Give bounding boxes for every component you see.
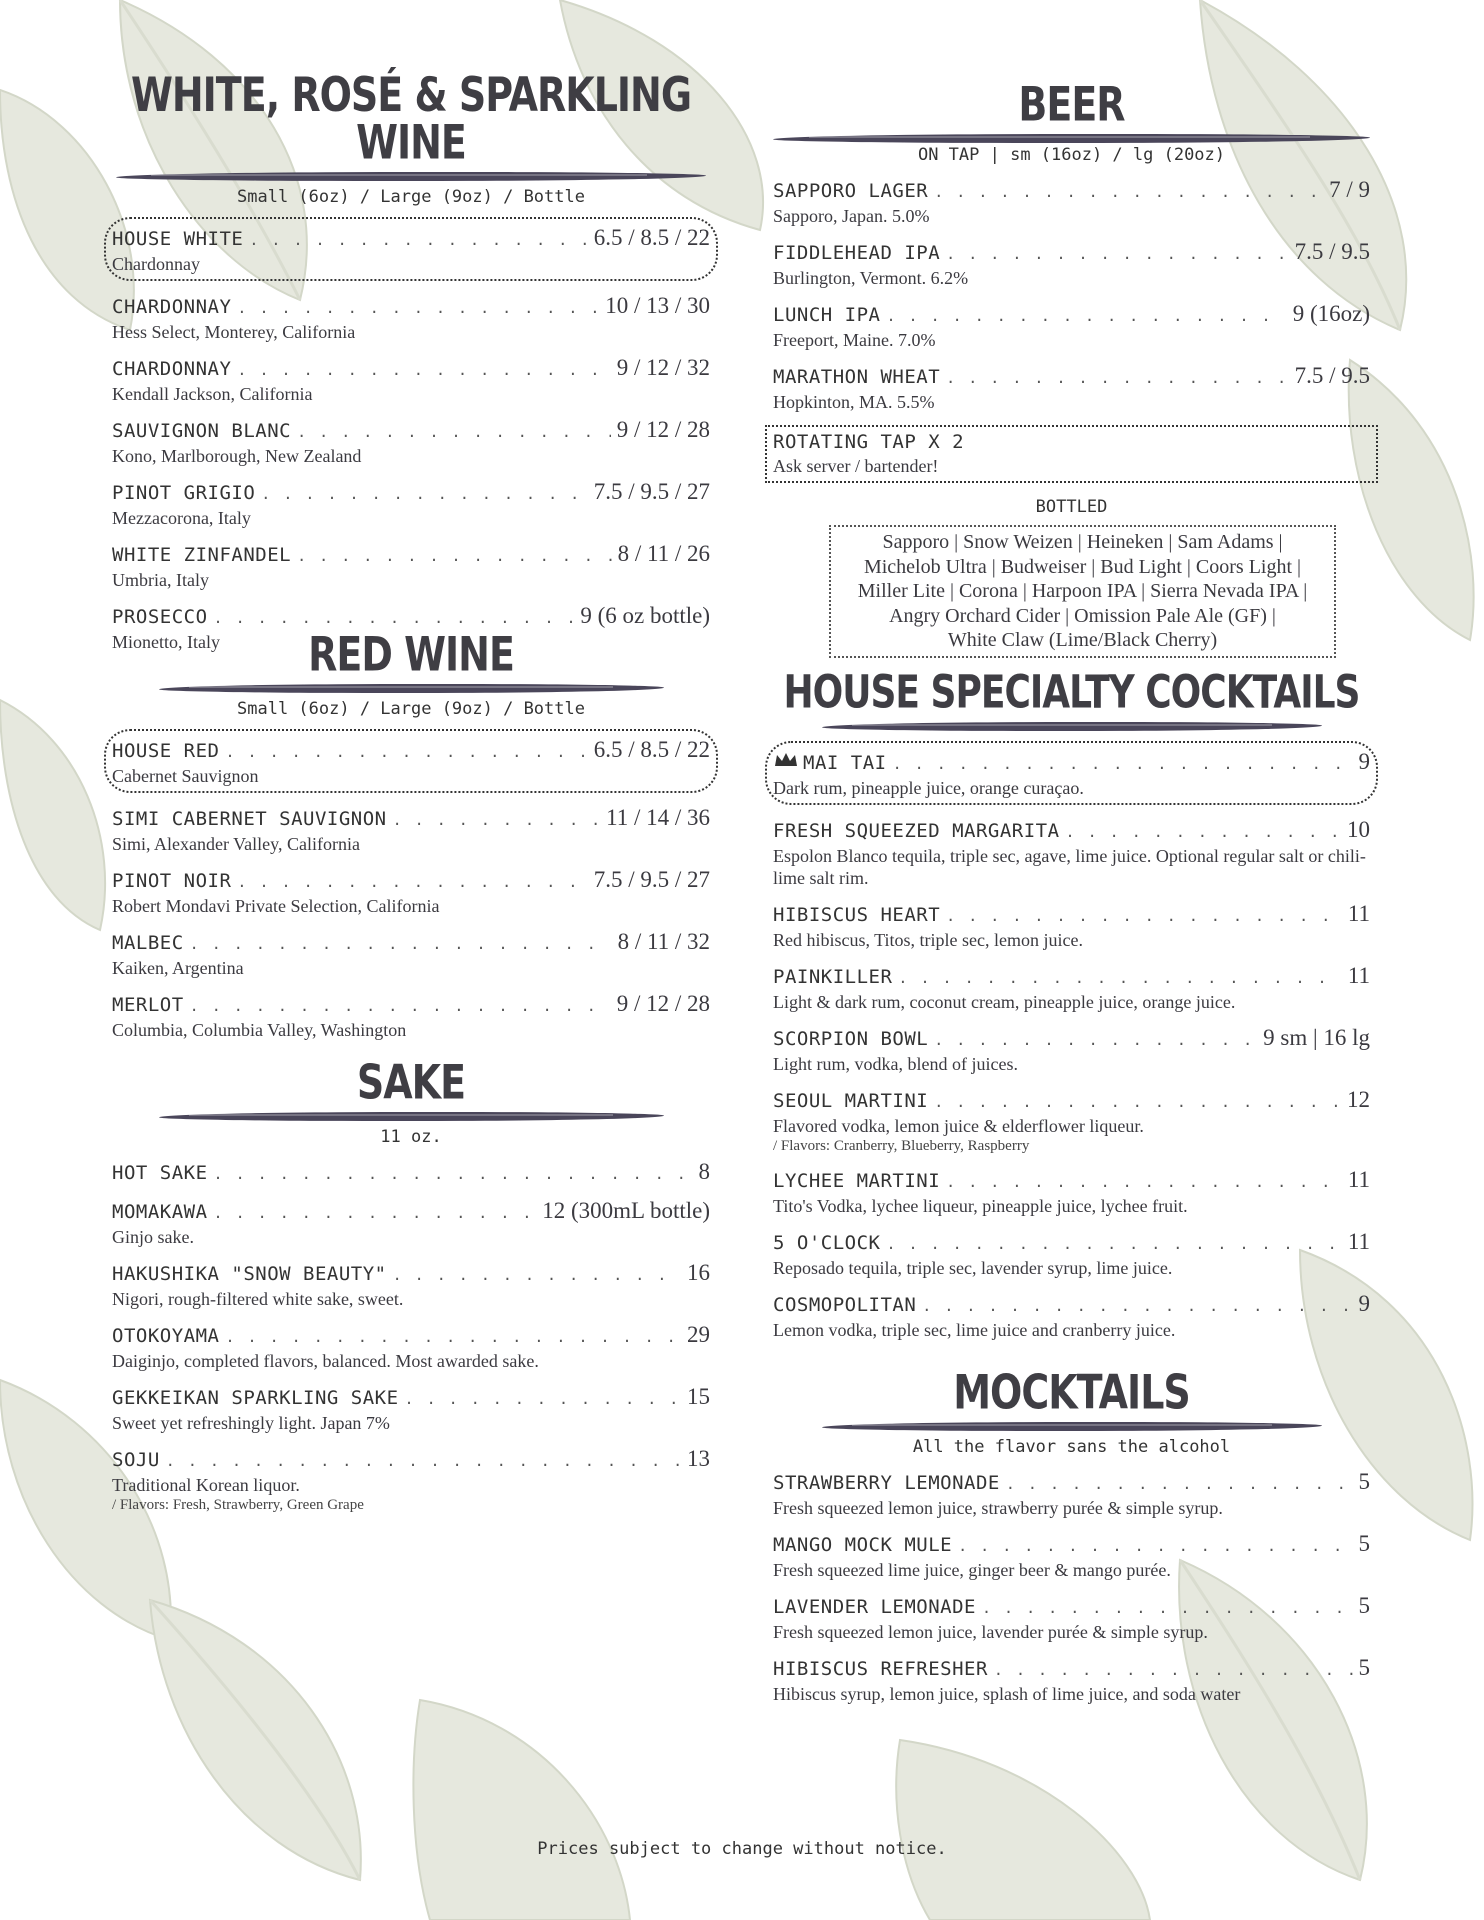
item-line [112,542,710,568]
leader-dots [214,1162,693,1186]
item-price: 16 [687,1260,710,1285]
red-wine-list [112,729,710,1041]
menu-item [773,902,1370,951]
red-wine-section [112,626,710,1041]
bottled-beer-line: White Claw (Lime/Black Cherry) [947,629,1218,651]
leader-dots [934,180,1323,204]
item-description: Hibiscus syrup, lemon juice, splash of lime juice, and soda water [773,1684,1241,1704]
item-description: Tito's Vodka, lychee liqueur, pineapple juice, lychee fruit. [773,1196,1188,1216]
item-name: WHITE ZINFANDEL [112,544,292,566]
item-name: SAPPORO LAGER [773,180,929,202]
leader-dots [190,994,611,1018]
item-line [112,1447,710,1473]
item-line [112,294,710,320]
item-price: 7 / 9 [1329,177,1370,202]
menu-item [112,418,710,467]
menu-item [112,480,710,529]
section-title-red-wine: RED WINE [308,626,514,682]
item-name: HIBISCUS REFRESHER [773,1658,988,1680]
bottled-beer-line: Angry Orchard Cider | Omission Pale Ale (GF) | [889,604,1276,627]
menu-item [765,741,1378,805]
menu-item [112,992,710,1041]
item-name: HOUSE RED [112,740,220,762]
item-description: Ginjo sake. [112,1227,194,1247]
menu-item [773,818,1370,889]
leader-dots [225,740,587,764]
mocktail-list [773,1470,1370,1705]
item-name: MANGO MOCK MULE [773,1534,953,1556]
bottled-beer-line: Miller Lite | Corona | Harpoon IPA | Sierra Nevada IPA | [857,580,1308,602]
leader-dots [946,242,1288,266]
item-price: 7.5 / 9.5 / 27 [593,479,710,504]
item-description: Kaiken, Argentina [112,958,244,978]
item-description: Espolon Blanco tequila, triple sec, agave, lime juice. Optional regular salt or chili-lime salt rim. [773,846,1366,888]
item-price: 6.5 / 8.5 / 22 [593,225,710,250]
item-name: PAINKILLER [773,966,893,988]
item-name: PINOT NOIR [112,870,232,892]
item-description: Hess Select, Monterey, California [112,322,356,342]
item-name: ROTATING TAP X 2 [773,431,965,453]
leader-dots [297,544,611,568]
menu-item [773,240,1370,289]
bottled-beer-line: Sapporo | Snow Weizen | Heineken | Sam Adams | [882,531,1283,553]
leader-dots [934,1090,1341,1114]
item-name: MOMAKAWA [112,1201,208,1223]
item-price: 12 (300mL bottle) [542,1198,710,1223]
item-name: SAUVIGNON BLANC [112,420,292,442]
item-price: 9 [1358,749,1370,774]
leader-dots [898,966,1341,990]
item-name: LUNCH IPA [773,304,881,326]
leader-dots [405,1387,681,1411]
menu-item [773,1532,1370,1581]
item-name: CHARDONNAY [112,358,232,380]
item-description: Fresh squeezed lemon juice, lavender purée & simple syrup. [773,1622,1208,1642]
item-description: Traditional Korean liquor. [112,1475,300,1495]
leader-dots [249,228,587,252]
bottled-beer-list [829,525,1336,658]
item-line [773,240,1370,266]
item-price: 15 [687,1384,710,1409]
item-line [773,178,1370,204]
item-description: Hopkinton, MA. 5.5% [773,392,935,412]
beer-list [773,178,1370,413]
item-name: HIBISCUS HEART [773,904,941,926]
menu-item [773,1470,1370,1519]
item-description: Flavored vodka, lemon juice & elderflower liqueur. [773,1116,1144,1136]
leader-dots [946,366,1288,390]
item-price: 9 [1358,1291,1370,1316]
item-price: 7.5 / 9.5 [1294,363,1370,388]
item-name: SOJU [112,1449,160,1471]
section-title-cocktails: HOUSE SPECIALTY COCKTAILS [783,667,1360,719]
white-wine-list [112,217,710,653]
menu-item [112,806,710,855]
item-description: Sweet yet refreshingly light. Japan 7% [112,1413,390,1433]
item-price: 9 (6 oz bottle) [580,603,710,628]
section-title-mocktails: MOCKTAILS [953,1364,1190,1420]
item-name: HOUSE WHITE [112,228,244,250]
leader-dots [225,1325,681,1349]
section-subtitle: All the flavor sans the alcohol [912,1437,1231,1457]
item-line [773,1470,1370,1496]
leader-dots [1006,1472,1353,1496]
item-description: Reposado tequila, triple sec, lavender syrup, lime juice. [773,1258,1173,1278]
item-price: 29 [687,1322,710,1347]
section-subtitle: ON TAP | sm (16oz) / lg (20oz) [917,145,1226,165]
leader-dots [237,358,610,382]
item-description: Daiginjo, completed flavors, balanced. Most awarded sake. [112,1351,539,1371]
menu-item [773,1594,1370,1643]
menu-item [112,1261,710,1310]
cocktail-list [773,741,1370,1341]
item-price: 8 / 11 / 32 [617,929,710,954]
menu-item [112,356,710,405]
menu-item [112,542,710,591]
item-line [773,1088,1370,1114]
item-line [773,1230,1370,1256]
item-description: Mezzacorona, Italy [112,508,251,528]
item-name: LYCHEE MARTINI [773,1170,941,1192]
leader-dots [886,1232,1341,1256]
item-description: Simi, Alexander Valley, California [112,834,360,854]
leader-dots [946,904,1342,928]
brush-divider [822,722,1322,731]
item-line [112,1261,710,1287]
section-title-beer: BEER [1018,76,1125,132]
item-line [773,302,1370,328]
item-line [773,1292,1370,1318]
menu-item [112,1199,710,1248]
item-name: HAKUSHIKA "SNOW BEAUTY" [112,1263,387,1285]
item-description: Lemon vodka, triple sec, lime juice and cranberry juice. [773,1320,1176,1340]
item-line [112,418,710,444]
item-line [112,868,710,894]
section-title-sake: SAKE [356,1054,466,1110]
item-description: Robert Mondavi Private Selection, California [112,896,440,916]
leader-dots [922,1294,1352,1318]
cocktails-section [773,667,1370,1341]
item-line [773,1026,1370,1052]
item-line [773,1168,1370,1194]
item-price: 7.5 / 9.5 / 27 [593,867,710,892]
item-name: CHARDONNAY [112,296,232,318]
item-description: Red hibiscus, Titos, triple sec, lemon juice. [773,930,1083,950]
item-name: PINOT GRIGIO [112,482,256,504]
item-line [112,1160,710,1186]
menu-item [773,1292,1370,1341]
item-price: 7.5 / 9.5 [1294,239,1370,264]
item-price: 11 / 14 / 36 [606,805,710,830]
brush-divider [159,1112,664,1121]
item-description: Fresh squeezed lime juice, ginger beer & mango purée. [773,1560,1171,1580]
item-description: Kono, Marlborough, New Zealand [112,446,362,466]
item-line [112,356,710,382]
item-line [112,1323,710,1349]
item-line [773,902,1370,928]
leader-dots [214,1201,537,1225]
leader-dots [934,1028,1257,1052]
item-line [773,364,1370,390]
section-title-white-wine: WHITE, ROSÉ & SPARKLING WINE [130,67,692,170]
crown-icon [773,751,799,769]
leader-dots [393,1263,681,1287]
item-name: MALBEC [112,932,184,954]
brush-divider [773,134,1370,143]
item-price: 13 [687,1446,710,1471]
menu-item [112,1385,710,1434]
item-name: MAI TAI [803,752,887,774]
item-description: Burlington, Vermont. 6.2% [773,268,969,288]
item-name: GEKKEIKAN SPARKLING SAKE [112,1387,399,1409]
item-line [112,1385,710,1411]
leader-dots [261,482,587,506]
item-line [773,750,1370,776]
item-line [112,738,710,764]
item-price: 11 [1347,1167,1370,1192]
item-price: 9 / 12 / 32 [616,355,710,380]
item-description: Umbria, Italy [112,570,209,590]
item-price: 11 [1347,963,1370,988]
item-name: MERLOT [112,994,184,1016]
sake-section [112,1054,710,1514]
section-subtitle: 11 oz. [380,1127,442,1147]
item-name: OTOKOYAMA [112,1325,220,1347]
brush-divider [116,172,706,181]
item-price: 8 [698,1159,710,1184]
menu-item [773,1088,1370,1155]
item-price: 5 [1358,1655,1370,1680]
leader-dots [994,1658,1353,1682]
item-name: SEOUL MARTINI [773,1090,929,1112]
leader-dots [297,420,611,444]
leader-dots [393,808,600,832]
item-description: Light rum, vodka, blend of juices. [773,1054,1018,1074]
menu-item [773,1656,1370,1705]
item-price: 12 [1347,1087,1370,1112]
item-price: 5 [1358,1593,1370,1618]
item-name: FIDDLEHEAD IPA [773,242,941,264]
item-price: 9 sm | 16 lg [1263,1025,1370,1050]
item-line [112,992,710,1018]
rotating-tap-item [765,425,1378,483]
item-price: 5 [1358,1469,1370,1494]
item-description: Cabernet Sauvignon [112,766,259,786]
menu-item [112,868,710,917]
item-description: Sapporo, Japan. 5.0% [773,206,930,226]
item-description: Ask server / bartender! [773,456,939,476]
leader-dots [982,1596,1353,1620]
item-line [112,806,710,832]
menu-item [773,1230,1370,1279]
item-name: COSMOPOLITAN [773,1294,917,1316]
item-name: PROSECCO [112,606,208,628]
item-price: 5 [1358,1531,1370,1556]
brush-divider [159,684,664,693]
beer-section [773,76,1370,658]
section-subtitle: Small (6oz) / Large (9oz) / Bottle [237,699,585,719]
item-name: STRAWBERRY LEMONADE [773,1472,1000,1494]
item-name: HOT SAKE [112,1162,208,1184]
leader-dots [237,296,599,320]
item-description: Light & dark rum, coconut cream, pineapple juice, orange juice. [773,992,1236,1012]
item-line [112,226,710,252]
menu-item [773,364,1370,413]
item-line [773,1594,1370,1620]
menu-item [112,930,710,979]
item-name: SCORPION BOWL [773,1028,929,1050]
menu-item [104,217,718,281]
item-name: MARATHON WHEAT [773,366,941,388]
item-description: Kendall Jackson, California [112,384,313,404]
item-name: FRESH SQUEEZED MARGARITA [773,820,1060,842]
item-price: 8 / 11 / 26 [617,541,710,566]
menu-item [112,294,710,343]
item-price: 9 / 12 / 28 [616,417,710,442]
leader-dots [946,1170,1342,1194]
item-name: LAVENDER LEMONADE [773,1596,976,1618]
menu-item [773,1026,1370,1075]
item-line [112,480,710,506]
item-description: Chardonnay [112,254,200,274]
leader-dots [1066,820,1341,844]
item-description: Fresh squeezed lemon juice, strawberry purée & simple syrup. [773,1498,1223,1518]
item-price: 11 [1347,901,1370,926]
item-flavors: / Flavors: Fresh, Strawberry, Green Grape [112,1497,364,1513]
item-line [112,930,710,956]
leader-dots [958,1534,1352,1558]
item-description: Dark rum, pineapple juice, orange curaçao. [773,778,1084,798]
menu-item [112,1323,710,1372]
item-description: Mionetto, Italy [112,632,220,652]
menu-item [773,302,1370,351]
item-description: Columbia, Columbia Valley, Washington [112,1020,407,1040]
menu-item [104,729,718,793]
item-line [112,1199,710,1225]
sake-list [112,1160,710,1514]
menu-item [112,1160,710,1186]
item-line [773,964,1370,990]
item-name: 5 O'CLOCK [773,1232,881,1254]
item-name: SIMI CABERNET SAUVIGNON [112,808,387,830]
white-wine-section [112,67,710,653]
item-description: Freeport, Maine. 7.0% [773,330,936,350]
menu-item [112,1447,710,1514]
leader-dots [190,932,612,956]
item-price: 11 [1347,1229,1370,1254]
item-price: 10 [1347,817,1370,842]
mocktails-section [773,1364,1370,1705]
item-price: 9 / 12 / 28 [616,991,710,1016]
brush-divider [822,1422,1322,1431]
leader-dots [166,1449,681,1473]
bottled-label: BOTTLED [1035,497,1108,517]
leader-dots [893,752,1353,776]
bottled-beer-line: Michelob Ultra | Budweiser | Bud Light | Coors Light | [863,555,1302,578]
leader-dots [886,304,1286,328]
item-price: 6.5 / 8.5 / 22 [593,737,710,762]
item-flavors: / Flavors: Cranberry, Blueberry, Raspberry [773,1138,1030,1154]
item-description: Nigori, rough-filtered white sake, sweet. [112,1289,404,1309]
section-subtitle: Small (6oz) / Large (9oz) / Bottle [237,187,585,207]
menu-item [773,1168,1370,1217]
menu-item [773,178,1370,227]
item-price: 9 (16oz) [1292,301,1370,326]
item-line [773,1532,1370,1558]
menu-item [773,964,1370,1013]
item-price: 10 / 13 / 30 [605,293,710,318]
leader-dots [237,870,587,894]
item-line [773,1656,1370,1682]
price-disclaimer: Prices subject to change without notice. [537,1839,947,1859]
item-line [773,818,1370,844]
